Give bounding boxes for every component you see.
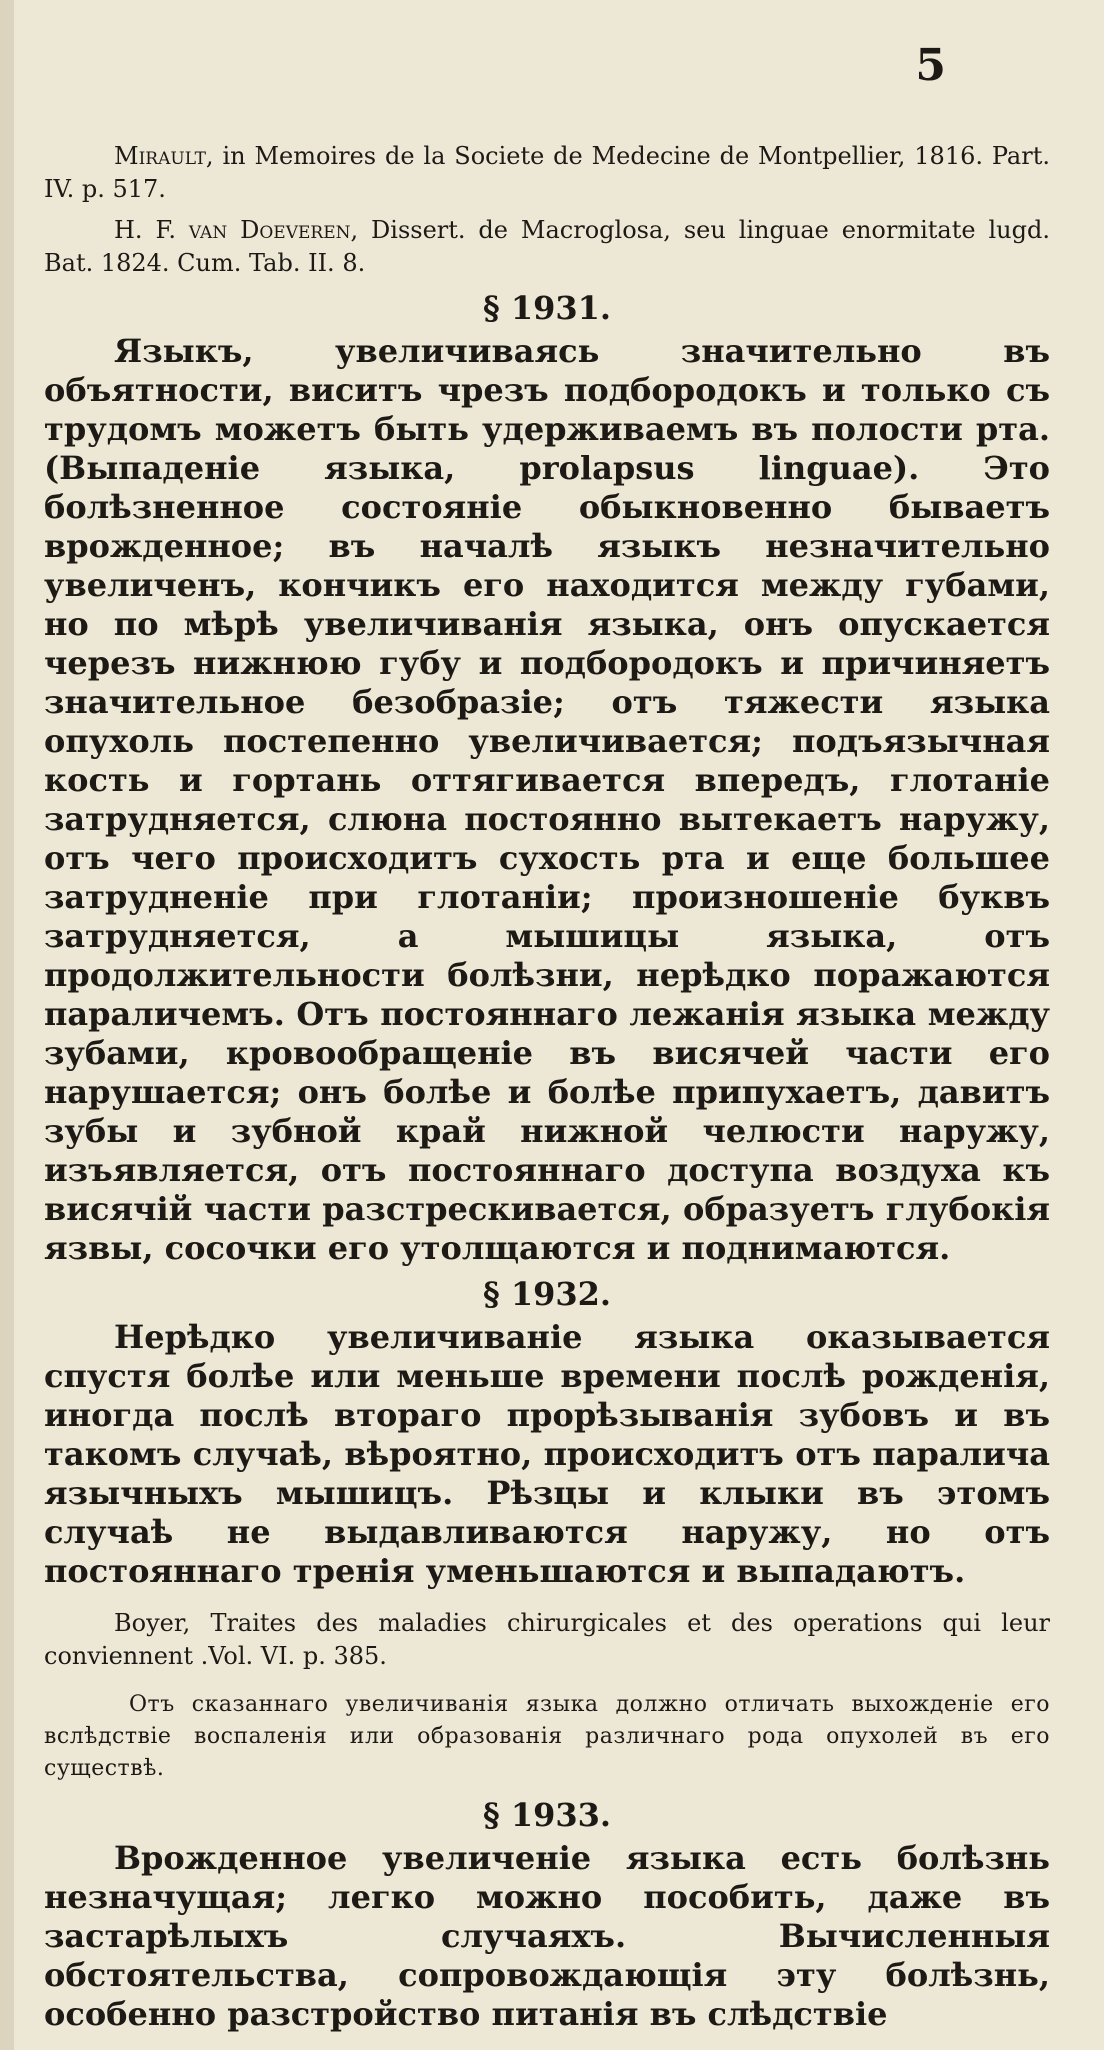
paragraph-1933: Врожденное увеличеніе языка есть болѣзнь незначущая; легко можно пособить, даже въ застарѣлыхъ случаяхъ. Вычисленныя обстоятельства, сопровождающія эту болѣзнь, особенно разстройство питанія въ слѣдствіе xyxy=(44,1839,1050,2033)
footnote: Отъ сказаннаго увеличиванія языка должно отличать выхожденіе его вслѣдствіе воспаленія или образованія различнаго рода опухолей въ его существѣ. xyxy=(44,1692,1050,1781)
page-number: 5 xyxy=(915,40,946,91)
page-edge xyxy=(0,0,14,2050)
reference-doeveren xyxy=(44,214,1050,280)
reference-text: Dissert. de Macroglosa, seu linguae enormitate lugd. Bat. 1824. Cum. Tab. II. 8. xyxy=(44,216,1050,277)
reference-text: Traites des maladies chirurgicales et des operations qui leur conviennent .Vol. VI. p. 385. xyxy=(44,1609,1050,1670)
reference-boyer xyxy=(44,1607,1050,1673)
section-heading-1933: § 1933. xyxy=(482,1796,612,1834)
reference-author: Boyer, xyxy=(114,1609,191,1637)
reference-text: in Memoires de la Societe de Medecine de Montpellier, 1816. Part. IV. p. 517. xyxy=(44,142,1050,203)
section-heading-1931: § 1931. xyxy=(482,289,612,327)
reference-mirault xyxy=(44,140,1050,206)
paragraph-1931: Языкъ, увеличиваясь значительно въ объятности, виситъ чрезъ подбородокъ и только съ трудомъ можетъ быть удерживаемъ въ полости рта. (Выпаденіе языка, prolapsus linguae). Это болѣзненное состояніе обыкновенно бываетъ врожденное; въ началѣ языкъ незначительно увеличенъ, кончикъ его находится между губами, но по мѣрѣ увеличиванія языка, онъ опускается черезъ нижнюю губу и подбородокъ и причиняетъ значительное безобразіе; отъ тяжести языка опухоль постепенно увеличивается; подъязычная кость и гортань оттягивается впередъ, глотаніе затрудняется, слюна постоянно вытекаетъ наружу, отъ чего происходитъ сухость рта и еще большее затрудненіе при глотаніи; произношеніе буквъ затрудняется, а мышицы языка, отъ продолжительности болѣзни, нерѣдко поражаются параличемъ. Отъ постояннаго лежанія языка между зубами, кровообращеніе въ висячей части его нарушается; онъ болѣе и болѣе припухаетъ, давитъ зубы и зубной край нижной челюсти наружу, изъявляется, отъ постояннаго доступа воздуха къ висячій части разстрескивается, образуетъ глубокія язвы, сосочки его утолщаются и поднимаются. xyxy=(44,332,1050,1267)
paragraph-1932: Нерѣдко увеличиваніе языка оказывается спустя болѣе или меньше времени послѣ рожденія, иногда послѣ втораго прорѣзыванія зубовъ и въ такомъ случаѣ, вѣроятно, происходитъ отъ паралича язычныхъ мышицъ. Рѣзцы и клыки въ этомъ случаѣ не выдавливаются наружу, но отъ постояннаго тренія уменьшаются и выпадаютъ. xyxy=(44,1318,1050,1590)
reference-author: H. F. van Doeveren, xyxy=(114,216,359,244)
page-content xyxy=(44,140,1050,2034)
section-heading-1932: § 1932. xyxy=(482,1275,612,1313)
reference-author: Mirault, xyxy=(114,142,214,170)
